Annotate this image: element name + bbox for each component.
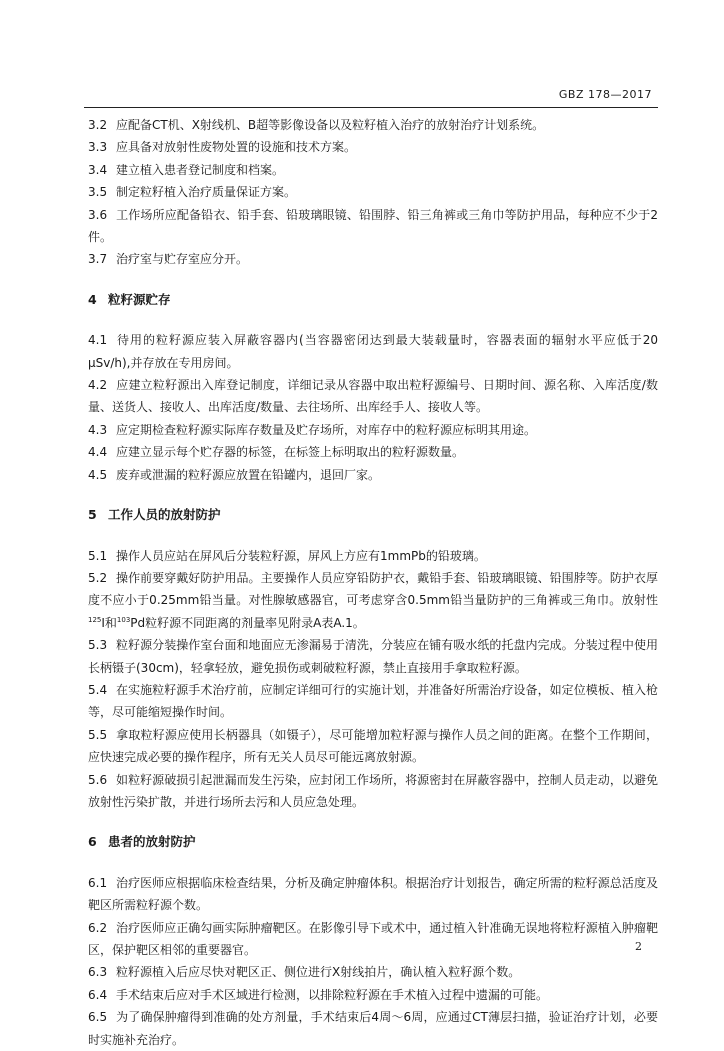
clause-3-4 bbox=[88, 159, 658, 181]
clause-number: 4.3 bbox=[88, 422, 108, 437]
clause-4-2 bbox=[88, 374, 658, 419]
section-number: 6 bbox=[88, 834, 97, 850]
clause-number: 6.5 bbox=[88, 1010, 108, 1025]
clause-number: 5.6 bbox=[88, 772, 108, 787]
clause-5-5 bbox=[88, 724, 658, 769]
standard-code: GBZ 178—2017 bbox=[558, 88, 652, 101]
page-number: 2 bbox=[635, 940, 642, 953]
section-title: 粒籽源贮存 bbox=[108, 291, 171, 307]
section-number: 4 bbox=[88, 291, 97, 307]
clause-text: I和 bbox=[101, 615, 117, 630]
clause-number: 3.7 bbox=[88, 252, 108, 267]
clause-text: 如粒籽源破损引起泄漏而发生污染，应封闭工作场所，将源密封在屏蔽容器中，控制人员走动，以避免放射性污染扩散，并进行场所去污和人员应急处理。 bbox=[88, 772, 658, 809]
clause-number: 3.4 bbox=[88, 162, 108, 177]
clause-number: 5.3 bbox=[88, 638, 108, 653]
clause-number: 4.5 bbox=[88, 467, 108, 482]
clause-text: 在实施粒籽源手术治疗前，应制定详细可行的实施计划，并准备好所需治疗设备，如定位模板、植入枪等，尽可能缩短操作时间。 bbox=[88, 682, 658, 720]
clause-number: 5.2 bbox=[88, 570, 108, 585]
clause-text: 应具备对放射性废物处置的设施和技术方案。 bbox=[116, 140, 357, 155]
clause-text: 治疗室与贮存室应分开。 bbox=[116, 252, 249, 267]
clause-6-3 bbox=[88, 961, 658, 983]
clause-3-2 bbox=[88, 114, 658, 136]
clause-number: 5.4 bbox=[88, 682, 108, 697]
clause-text: 应定期检查粒籽源实际库存数量及贮存场所，对库存中的粒籽源应标明其用途。 bbox=[116, 422, 537, 437]
clause-text: 应配备CT机、X射线机、B超等影像设备以及粒籽植入治疗的放射治疗计划系统。 bbox=[116, 118, 545, 132]
clause-text: 工作场所应配备铅衣、铅手套、铅玻璃眼镜、铅围脖、铅三角裤或三角巾等防护用品，每种应不少于2件。 bbox=[88, 207, 658, 245]
clause-number: 4.4 bbox=[88, 445, 108, 460]
clause-3-6 bbox=[88, 204, 658, 249]
header-rule bbox=[84, 107, 658, 108]
clause-5-1 bbox=[88, 545, 658, 567]
clause-text: 治疗医师应正确勾画实际肿瘤靶区。在影像引导下或术中，通过植入针准确无误地将粒籽源植入肿瘤靶区，保护靶区相邻的重要器官。 bbox=[88, 920, 658, 957]
clause-number: 4.2 bbox=[88, 378, 108, 393]
clause-4-1 bbox=[88, 329, 658, 374]
clause-6-5 bbox=[88, 1006, 658, 1051]
clause-3-5 bbox=[88, 181, 658, 203]
clause-5-6 bbox=[88, 769, 658, 814]
clause-text: Pd粒籽源不同距离的剂量率见附录A表A.1。 bbox=[130, 615, 365, 630]
clause-text: 废弃或泄漏的粒籽源应放置在铅罐内，退回厂家。 bbox=[116, 467, 381, 482]
clause-text: 建立植入患者登记制度和档案。 bbox=[116, 162, 285, 177]
clause-3-3 bbox=[88, 136, 658, 158]
isotope-mass-103: 103 bbox=[116, 615, 131, 624]
clause-5-3 bbox=[88, 634, 658, 679]
clause-text: 为了确保肿瘤得到准确的处方剂量，手术结束后4周～6周，应通过CT薄层扫描，验证治疗计划，必要时实施补充治疗。 bbox=[88, 1010, 658, 1047]
section-heading-5 bbox=[88, 504, 658, 526]
clause-6-4 bbox=[88, 984, 658, 1006]
clause-number: 6.1 bbox=[88, 875, 108, 890]
document-body bbox=[88, 114, 658, 1051]
clause-number: 5.1 bbox=[88, 548, 108, 563]
clause-text: 拿取粒籽源应使用长柄器具（如镊子），尽可能增加粒籽源与操作人员之间的距离。在整个工作期间，应快速完成必要的操作程序，所有无关人员尽可能远离放射源。 bbox=[88, 727, 658, 765]
clause-5-4 bbox=[88, 679, 658, 724]
clause-number: 3.3 bbox=[88, 140, 108, 155]
clause-text: 应建立显示每个贮存器的标签，在标签上标明取出的粒籽源数量。 bbox=[116, 445, 465, 460]
clause-number: 3.5 bbox=[88, 185, 108, 200]
clause-6-1 bbox=[88, 872, 658, 917]
isotope-mass-125: 125 bbox=[88, 615, 102, 624]
section-title: 患者的放射防护 bbox=[108, 834, 196, 850]
clause-text: 应建立粒籽源出入库登记制度，详细记录从容器中取出粒籽源编号、日期时间、源名称、入库活度/数量、送货人、接收人、出库活度/数量、去往场所、出库经手人、接收人等。 bbox=[88, 378, 658, 415]
clause-number: 6.3 bbox=[88, 965, 108, 980]
clause-number: 3.2 bbox=[88, 118, 108, 132]
clause-4-5 bbox=[88, 464, 658, 486]
clause-4-3 bbox=[88, 419, 658, 441]
clause-3-7 bbox=[88, 248, 658, 270]
clause-number: 5.5 bbox=[88, 727, 108, 742]
clause-text: 粒籽源分装操作室台面和地面应无渗漏易于清洗，分装应在铺有吸水纸的托盘内完成。分装过程中使用长柄镊子(30cm)，轻拿轻放，避免损伤或刺破粒籽源，禁止直接用手拿取粒籽源。 bbox=[88, 638, 658, 675]
section-title: 工作人员的放射防护 bbox=[108, 507, 221, 523]
clause-text: 治疗医师应根据临床检查结果，分析及确定肿瘤体积。根据治疗计划报告，确定所需的粒籽源总活度及靶区所需粒籽源个数。 bbox=[88, 875, 658, 913]
clause-text: 操作前要穿戴好防护用品。主要操作人员应穿铅防护衣，戴铅手套、铅玻璃眼镜、铅围脖等。防护衣厚度不应小于0.25mm铅当量。对性腺敏感器官，可考虑穿含0.5mm铅当量防护的三角裤或三角巾。放射性 bbox=[88, 570, 658, 608]
section-heading-6 bbox=[88, 831, 658, 853]
clause-number: 6.2 bbox=[88, 920, 108, 935]
section-heading-4 bbox=[88, 289, 658, 311]
clause-text: 粒籽源植入后应尽快对靶区正、侧位进行X射线拍片，确认植入粒籽源个数。 bbox=[116, 965, 521, 980]
clause-5-2 bbox=[88, 567, 658, 634]
clause-number: 6.4 bbox=[88, 987, 108, 1002]
clause-text: 待用的粒籽源应装入屏蔽容器内(当容器密闭达到最大装载量时，容器表面的辐射水平应低于20 μSv/h),并存放在专用房间。 bbox=[88, 333, 658, 370]
clause-number: 4.1 bbox=[88, 333, 108, 348]
clause-6-2 bbox=[88, 917, 658, 962]
clause-text: 手术结束后应对手术区域进行检测，以排除粒籽源在手术植入过程中遗漏的可能。 bbox=[116, 987, 549, 1002]
clause-text: 操作人员应站在屏风后分装粒籽源，屏风上方应有1mmPb的铅玻璃。 bbox=[116, 548, 486, 563]
clause-number: 3.6 bbox=[88, 207, 108, 222]
clause-text: 制定粒籽植入治疗质量保证方案。 bbox=[116, 185, 297, 200]
clause-4-4 bbox=[88, 441, 658, 463]
section-number: 5 bbox=[88, 507, 97, 523]
